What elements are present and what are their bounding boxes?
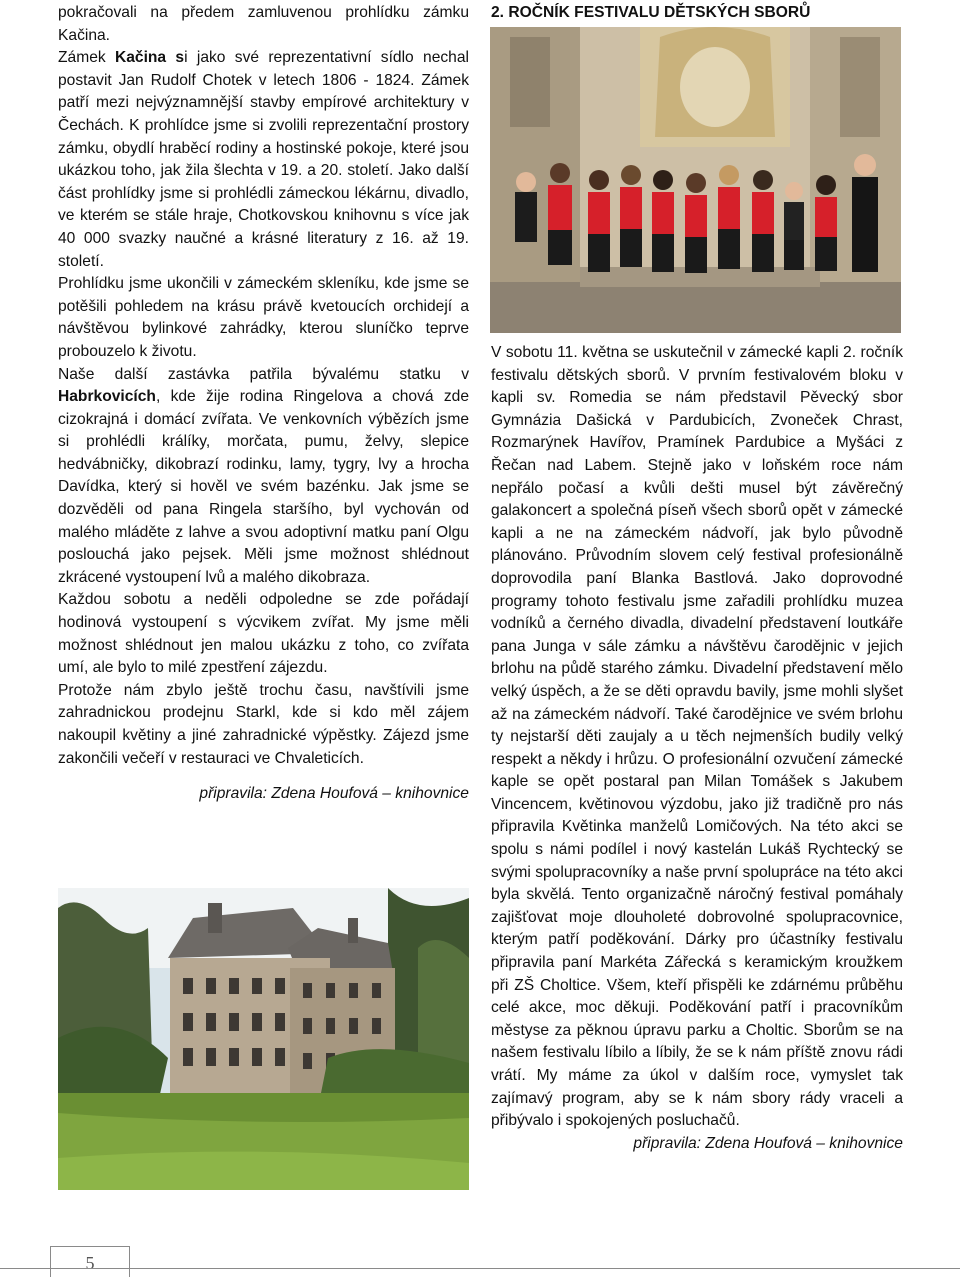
text-run: i jako své reprezentativní sídlo nechal postavit Jan Rudolf Chotek v letech 1806 - 1824. Zámek patří mezi nejvýznamnější stavby empírové architektury v Čechách. K prohlídce jsme si zvolili reprezentační prostory zámku, obydlí hraběcí rodiny a hostinské pokoje, které jsou ukázkou toho, jak žila šlechta v 19. a 20. století. Jako další část prohlídky jsme si prohlédli zámeckou lékárnu, divadlo, ve kterém se stále hraje, Chotkovskou knihovnu s více jak 40 000 svazky naučné a krásné literatury z 16. až 19. století. bbox=[58, 49, 469, 270]
left-column bbox=[58, 2, 469, 806]
paragraph-habrkovice bbox=[58, 364, 469, 590]
paragraph-festival: V sobotu 11. května se uskutečnil v zámecké kapli 2. ročník festivalu dětských sborů. V prvním festivalovém bloku v kapli sv. Romedia se nám představil Pěvecký sbor Gymnázia Dašická v Pardubicích, Zvoneček Chrast, Rozmarýnek Havířov, Pramínek Pardubice a Myšáci z Řečan nad Labem. Stejně jako v loňském roce nám nepřálo počasí a kvůli dešti musel být závěrečný galakoncert a společná píseň všech sborů opět v zámecké kapli a ne na zámeckém nádvoří, jak bylo původně plánováno. Průvodním slovem celý festival profesionálně doprovodila paní Blanka Bastlová. Jako doprovodné programy tohoto festivalu jsme zařadili prohlídku muzea vodníků a černého divadla, divadelní představení loutkáře pana Junga v sále zámku a návštěvu čarodějnic v jejich brlohu na půdě starého zámku. Divadelní představení mělo velký úspěch, a že se děti opravdu bavily, jsme mohli slyšet až na zámeckém nádvoří. Také čarodějnice ve svém brlohu ty nejstarší děti zaujaly a u těch nejmenších budily velký respekt a někdy i hrůzu. O profesionální ozvučení zámecké kaple se opět postaral pan Milan Tomášek s Jakubem Vincencem, květinovou výzdobu, jako již tradičně pro nás připravila Květinka manželů Lomičových. Na této akci se spolu s námi podílel i nový kastelán Lukáš Rychtecký se svými spolupracovníky a naše první spolupráce na této akci byla skvělá. Tento organizačně náročný festival pomáhaly zajišťovat moje dlouholeté dobrovolné spolupracovnice, kterým patří poděkování. Dárky pro účastníky festivalu připravila paní Markéta Zářecká s keramickým kroužkem při ZŠ Choltice. Všem, kteří přispěli ke zdárnému průběhu celé akce, moc děkuji. Poděkování patří i pracovníkům městyse za pěknou úpravu parku a Choltic. Sborům se na našem festivalu líbilo a líbily, že se k nám příště znovu rádi vrátí. My máme za úkol v dalším roce, vymyslet tak zajímavý program, aby se k nám sbory rády vraceli a přibývalo i spokojených posluchačů. bbox=[491, 344, 903, 1130]
paragraph-starkl: Protože nám zbylo ještě trochu času, navštívili jsme zahradnickou prodejnu Starkl, kde si kdo měl zájem nakoupil květiny a jiné zahradnické výpěstky. Zájezd jsme zakončili večeří v restauraci ve Chvaleticích. bbox=[58, 681, 469, 767]
page-number: 5 bbox=[85, 1253, 95, 1273]
text-run: Zámek bbox=[58, 49, 115, 67]
paragraph-greenhouse: Prohlídku jsme ukončili v zámeckém skleníku, kde jsme se potěšili pohledem na krásu právě kvetoucích orchidejí a návštěvou bylinkové zahrádky, kterou sluníčko teprve probouzelo k životu. bbox=[58, 275, 469, 360]
bold-place-habrkovice: Habrkovicích bbox=[58, 388, 156, 406]
credit-left: připravila: Zdena Houfová – knihovnice bbox=[199, 785, 469, 803]
text-run: , kde žije rodina Ringelova a chová zde cizokrajná i domácí zvířata. Ve venkovních výbězích jsme si prohlédli králíky, morčata, pumu, želvy, slepice hedvábničky, dikobrazí rodinku, lamy, tygry, lvy a hrocha Davídka, který si hověl ve svém bazénku. Jak jsme se dozvěděli od pana Ringela staršího, byl vychován od malého mláděte z lahve a svou adoptivní matku paní Olgu poslouchá jako pejsek. Měli jsme možnost shlédnout zkrácené vystoupení lvů a malého dikobraza. bbox=[58, 388, 469, 586]
paragraph-intro: pokračovali na předem zamluvenou prohlídku zámku Kačina. bbox=[58, 4, 469, 44]
footer-rule bbox=[0, 1268, 960, 1269]
choir-photo bbox=[490, 27, 901, 333]
paragraph-kacina bbox=[58, 47, 469, 273]
credit-right: připravila: Zdena Houfová – knihovnice bbox=[633, 1134, 903, 1152]
paragraph-shows: Každou sobotu a neděli odpoledne se zde pořádají hodinová vystoupení s výcvikem zvířat. My jsme měli možnost shlédnout jen malou ukázku z toho, co zvířata umí, ale bylo to milé zpestření zájezdu. bbox=[58, 591, 469, 677]
castle-photo bbox=[58, 888, 469, 1190]
text-run: Naše další zastávka patřila bývalému statku v bbox=[58, 365, 469, 383]
page-number-box bbox=[50, 1246, 130, 1277]
right-column bbox=[491, 342, 903, 1155]
bold-place-kacina: Kačina s bbox=[114, 49, 185, 67]
section-heading: 2. ROČNÍK FESTIVALU DĚTSKÝCH SBORŮ bbox=[491, 4, 811, 21]
